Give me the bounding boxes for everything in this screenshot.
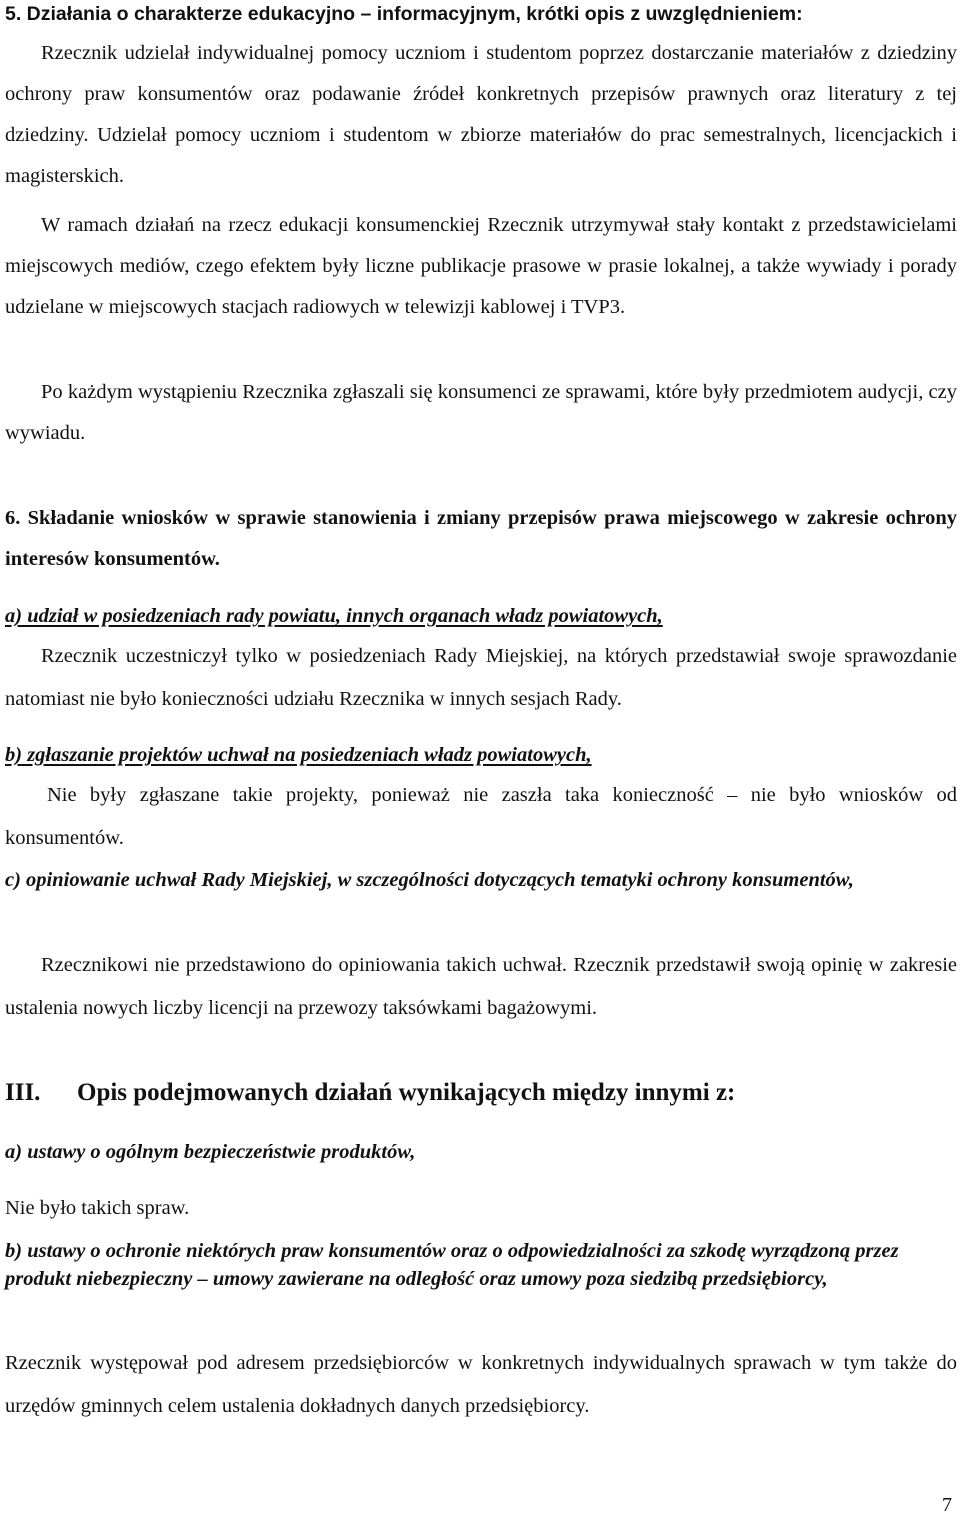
section-6-c-heading: c) opiniowanie uchwał Rady Miejskiej, w szczególności dotyczących tematyki ochrony konsumentów, xyxy=(5,869,854,891)
section-6-b-heading: b) zgłaszanie projektów uchwał na posiedzeniach władz powiatowych, xyxy=(5,744,592,766)
section-3-b-text: Rzecznik występował pod adresem przedsiębiorców w konkretnych indywidualnych sprawach w tym także do urzędów gminnych celem ustalenia dokładnych danych przedsiębiorcy. xyxy=(5,1352,957,1417)
section-5-paragraph-3: Po każdym wystąpieniu Rzecznika zgłaszali się konsumenci ze sprawami, które były przedmiotem audycji, czy wywiadu. xyxy=(5,381,957,444)
section-3-heading xyxy=(5,1078,957,1108)
section-3-b-heading: b) ustawy o ochronie niektórych praw konsumentów oraz o odpowiedzialności za szkodę wyrządzoną przez produkt niebezpieczny – umowy zawierane na odległość oraz umowy poza siedzibą przedsiębiorcy, xyxy=(5,1240,899,1290)
section-3-a-text: Nie było takich spraw. xyxy=(5,1197,190,1219)
section-5-paragraph-1: Rzecznik udzielał indywidualnej pomocy uczniom i studentom poprzez dostarczanie materiałów z dziedziny ochrony praw konsumentów oraz podawanie źródeł konkretnych przepisów prawnych oraz literatury z tej dziedziny. Udzielał pomocy uczniom i studentom w zbiorze materiałów do prac semestralnych, licencjackich i magisterskich. xyxy=(5,42,957,187)
section-6-c-text: Rzecznikowi nie przedstawiono do opiniowania takich uchwał. Rzecznik przedstawił swoją opinię w zakresie ustalenia nowych liczby licencji na przewozy taksówkami bagażowymi. xyxy=(5,954,957,1019)
section-5-paragraph-2: W ramach działań na rzecz edukacji konsumenckiej Rzecznik utrzymywał stały kontakt z przedstawicielami miejscowych mediów, czego efektem były liczne publikacje prasowe w prasie lokalnej, a także wywiady i porady udzielane w miejscowych stacjach radiowych w telewizji kablowej i TVP3. xyxy=(5,214,957,318)
section-3-number: III. xyxy=(5,1079,41,1106)
section-6-a-heading: a) udział w posiedzeniach rady powiatu, innych organach władz powiatowych, xyxy=(5,605,663,627)
section-6-a-text: Rzecznik uczestniczył tylko w posiedzeniach Rady Miejskiej, na których przedstawiał swoje sprawozdanie natomiast nie było konieczności udziału Rzecznika w innych sesjach Rady. xyxy=(5,645,957,710)
section-3-a-heading: a) ustawy o ogólnym bezpieczeństwie produktów, xyxy=(5,1141,416,1163)
page-number: 7 xyxy=(942,1494,952,1516)
section-5-heading: 5. Działania o charakterze edukacyjno – informacyjnym, krótki opis z uwzględnieniem: xyxy=(5,3,803,25)
section-6-heading: 6. Składanie wniosków w sprawie stanowienia i zmiany przepisów prawa miejscowego w zakresie ochrony interesów konsumentów. xyxy=(5,507,957,570)
section-3-title: Opis podejmowanych działań wynikających między innymi z: xyxy=(77,1079,736,1106)
section-6-b-text: Nie były zgłaszane takie projekty, ponieważ nie zaszła taka konieczność – nie było wniosków od konsumentów. xyxy=(5,784,957,849)
